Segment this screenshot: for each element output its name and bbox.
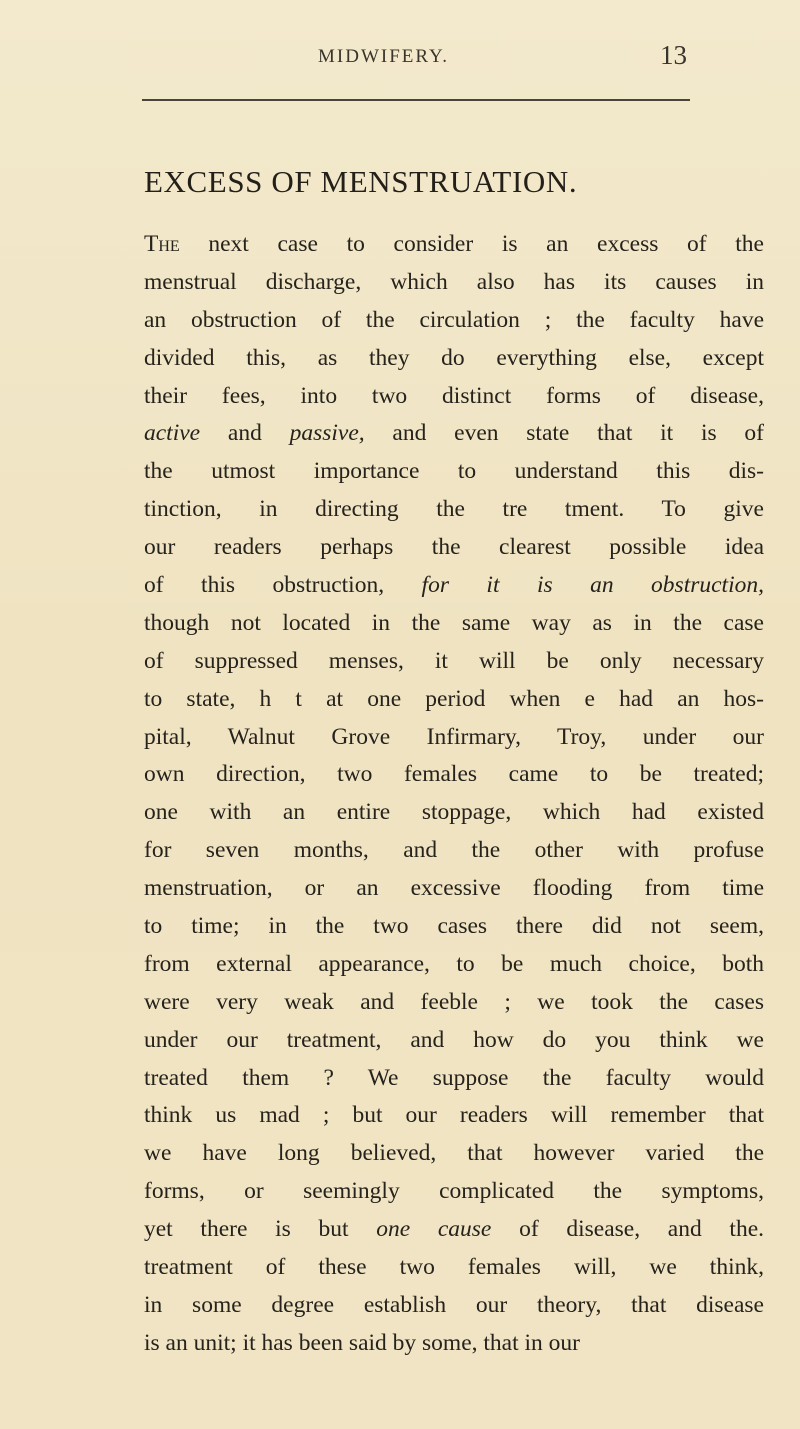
text-line — [144, 984, 764, 1022]
text-line — [144, 794, 764, 832]
body-text — [144, 226, 764, 1363]
italic-phrase: active — [144, 420, 201, 447]
text-run: our readers perhaps the clearest possible idea — [144, 534, 764, 561]
text-run: to state, h t at one period when e had an hos- — [144, 685, 764, 712]
text-run: and even state that it is of — [364, 420, 764, 447]
italic-phrase: one cause — [376, 1216, 492, 1243]
text-run: treatment of these two females will, we think, — [144, 1254, 764, 1281]
text-run: menstruation, or an excessive flooding from time — [144, 875, 764, 902]
text-line — [144, 832, 764, 870]
header-rule — [142, 99, 690, 101]
text-run: their fees, into two distinct forms of disease, — [144, 382, 764, 409]
text-run: of this obstruction, — [144, 572, 422, 599]
text-line — [144, 226, 764, 264]
text-run: next case to consider is an excess of the — [179, 231, 764, 257]
text-run: under our treatment, and how do you think we — [144, 1026, 764, 1053]
text-line — [144, 491, 764, 529]
text-line — [144, 529, 764, 567]
text-line — [144, 870, 764, 908]
text-line — [144, 605, 764, 643]
text-run: were very weak and feeble ; we took the cases — [144, 988, 764, 1015]
text-line — [144, 643, 764, 681]
text-line — [144, 264, 764, 302]
text-run: and — [200, 420, 290, 447]
text-run: the utmost importance to understand this dis- — [144, 458, 764, 485]
text-run: is an unit; it has been said by some, that in our — [144, 1329, 580, 1356]
text-line — [144, 1287, 764, 1325]
text-run: though not located in the same way as in the case — [144, 609, 764, 636]
small-caps-word: The — [144, 231, 180, 257]
text-line — [144, 1325, 764, 1363]
text-run: to time; in the two cases there did not seem, — [144, 913, 764, 940]
text-line — [144, 453, 764, 491]
text-run: one with an entire stoppage, which had existed — [144, 799, 764, 826]
text-line — [144, 719, 764, 757]
text-line — [144, 378, 764, 416]
chapter-title: EXCESS OF MENSTRUATION. — [144, 164, 578, 199]
text-line — [144, 681, 764, 719]
text-run: divided this, as they do everything else, except — [144, 344, 764, 371]
text-line — [144, 756, 764, 794]
text-line — [144, 567, 764, 605]
text-run: forms, or seemingly complicated the symptoms, — [144, 1178, 764, 1205]
text-line — [144, 1097, 764, 1135]
text-line — [144, 302, 764, 340]
italic-phrase: passive, — [289, 420, 365, 447]
italic-phrase: for it is an obstruction, — [421, 572, 764, 599]
text-line — [144, 946, 764, 984]
text-run: menstrual discharge, which also has its causes in — [144, 268, 764, 295]
text-run: we have long believed, that however varied the — [144, 1140, 764, 1167]
running-head: MIDWIFERY. — [318, 46, 450, 67]
text-run: own direction, two females came to be treated; — [144, 761, 764, 788]
text-run: in some degree establish our theory, that disease — [144, 1291, 764, 1318]
text-line — [144, 1060, 764, 1098]
text-line — [144, 1249, 764, 1287]
text-run: pital, Walnut Grove Infirmary, Troy, under our — [144, 723, 764, 750]
text-run: tinction, in directing the tre tment. To give — [144, 496, 764, 523]
text-run: of suppressed menses, it will be only necessary — [144, 647, 764, 674]
text-run: treated them ? We suppose the faculty would — [144, 1064, 764, 1091]
text-line — [144, 1211, 764, 1249]
text-run: an obstruction of the circulation ; the faculty have — [144, 306, 764, 333]
text-line — [144, 415, 764, 453]
page-number: 13 — [660, 40, 687, 70]
text-run: think us mad ; but our readers will remember that — [144, 1102, 764, 1129]
text-run: from external appearance, to be much choice, both — [144, 950, 764, 977]
text-line — [144, 340, 764, 378]
text-line — [144, 908, 764, 946]
text-line — [144, 1135, 764, 1173]
text-run: yet there is but — [144, 1216, 377, 1243]
text-line — [144, 1173, 764, 1211]
text-run: for seven months, and the other with profuse — [144, 837, 764, 864]
text-run: of disease, and the. — [491, 1216, 765, 1243]
text-line — [144, 1022, 764, 1060]
